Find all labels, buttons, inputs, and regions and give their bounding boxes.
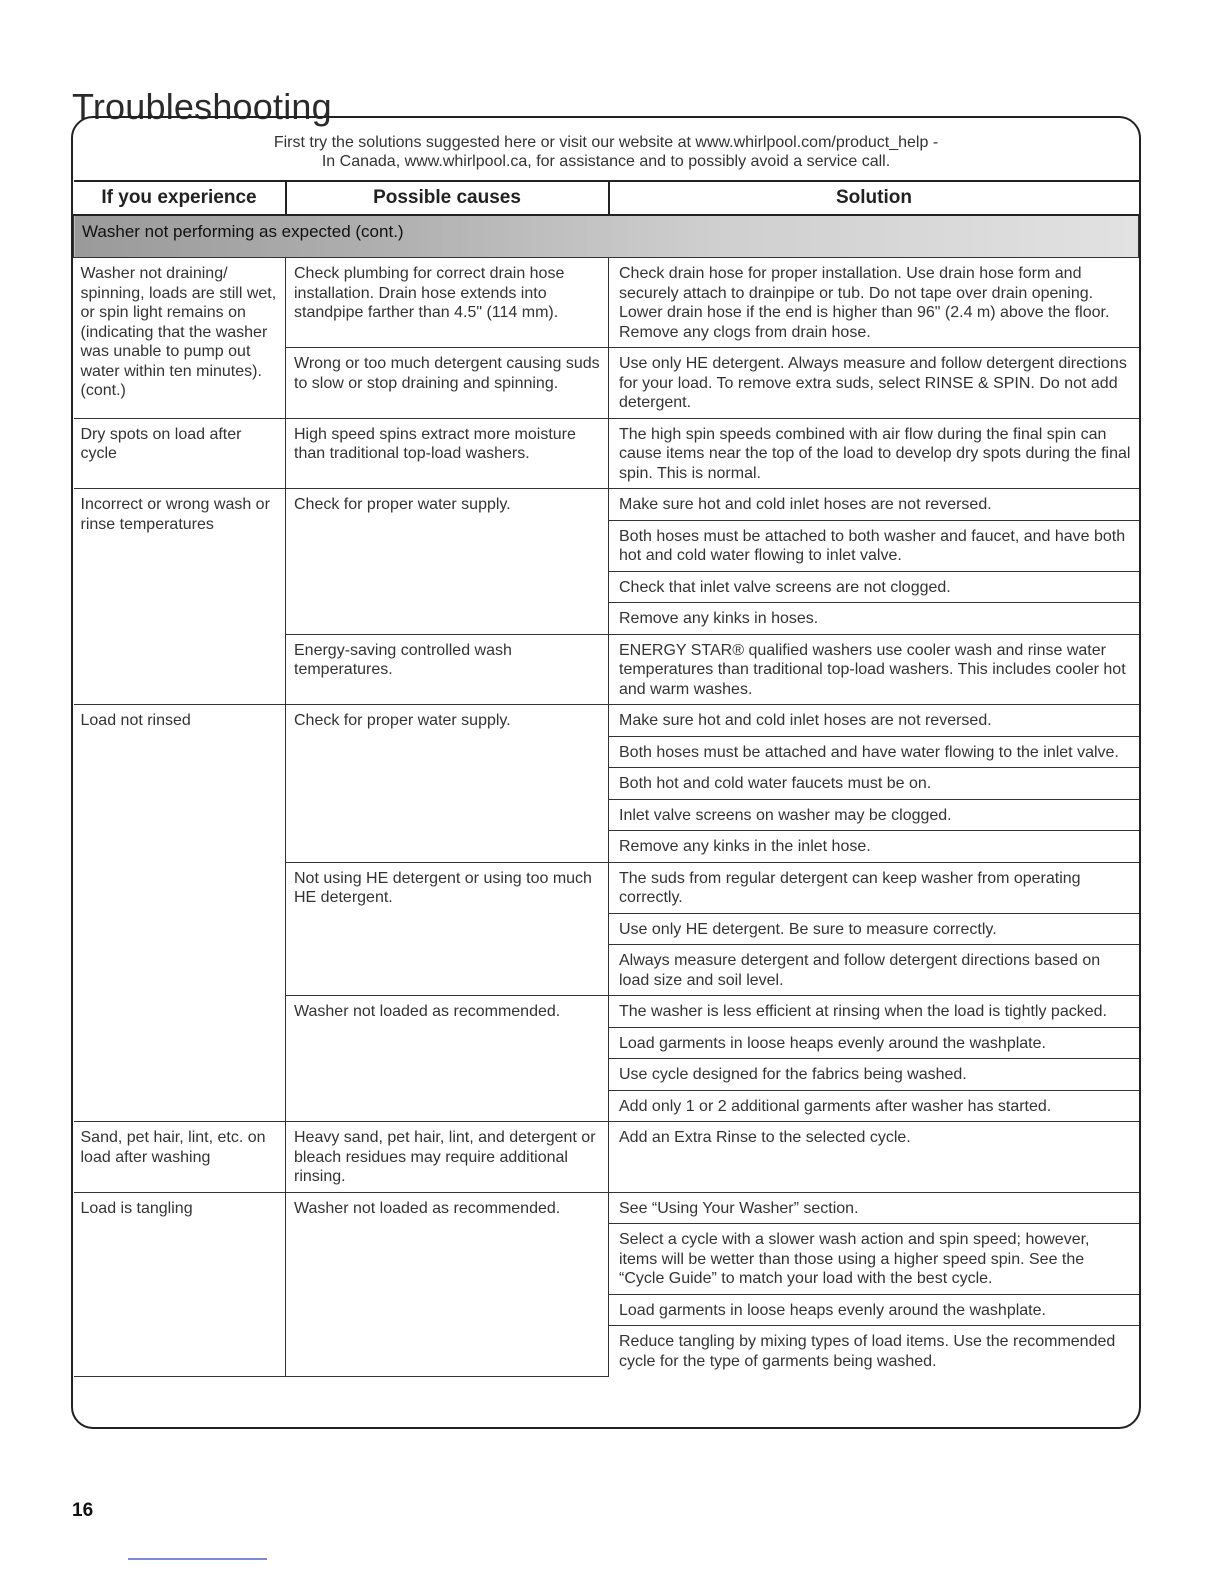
page-title: Troubleshooting [72,86,332,128]
page-number: 16 [72,1500,94,1521]
experience-cell: Load not rinsed [74,705,286,1122]
experience-cell: Incorrect or wrong wash or rinse temperatures [74,489,286,705]
solution-cell: See “Using Your Washer” section. [609,1192,1139,1224]
experience-cell: Washer not draining/ spinning, loads are still wet, or spin light remains on (indicating that the washer was unable to pump out water within ten minutes). (cont.) [74,258,286,419]
table-body [74,215,1139,1376]
intro-line-2: In Canada, www.whirlpool.ca, for assistance and to possibly avoid a service call. [321,153,891,170]
solution-cell: Remove any kinks in hoses. [609,603,1139,635]
section-row [74,215,1139,258]
experience-cell: Load is tangling [74,1192,286,1376]
solution-cell: Use only HE detergent. Be sure to measure correctly. [609,913,1139,945]
cause-cell: Heavy sand, pet hair, lint, and detergent or bleach residues may require additional rinsing. [286,1122,609,1193]
solution-cell: Always measure detergent and follow detergent directions based on load size and soil level. [609,945,1139,996]
solution-cell: Both hoses must be attached to both washer and faucet, and have both hot and cold water flowing to inlet valve. [609,520,1139,571]
cause-cell: Check for proper water supply. [286,489,609,635]
footer-rule [128,1558,267,1560]
table-row [74,418,1139,489]
solution-cell: The washer is less efficient at rinsing when the load is tightly packed. [609,996,1139,1028]
cause-cell: High speed spins extract more moisture than traditional top-load washers. [286,418,609,489]
table-row [74,1192,1139,1224]
cause-cell: Washer not loaded as recommended. [286,996,609,1122]
solution-cell: Check that inlet valve screens are not clogged. [609,571,1139,603]
solution-cell: Use cycle designed for the fabrics being washed. [609,1059,1139,1091]
troubleshooting-table [73,180,1139,1377]
cause-cell: Wrong or too much detergent causing suds to slow or stop draining and spinning. [286,348,609,419]
table-row [74,489,1139,521]
table-row [74,1122,1139,1193]
cause-cell: Energy-saving controlled wash temperatures. [286,634,609,705]
header-experience: If you experience [74,181,286,215]
solution-cell: Inlet valve screens on washer may be clogged. [609,799,1139,831]
solution-cell: Add an Extra Rinse to the selected cycle. [609,1122,1139,1193]
table-row [74,705,1139,737]
solution-cell: Remove any kinks in the inlet hose. [609,831,1139,863]
solution-cell: The high spin speeds combined with air flow during the final spin can cause items near the top of the load to develop dry spots during the final spin. This is normal. [609,418,1139,489]
cause-cell: Check for proper water supply. [286,705,609,863]
solution-cell: Both hot and cold water faucets must be on. [609,768,1139,800]
solution-cell: Both hoses must be attached and have water flowing to the inlet valve. [609,736,1139,768]
experience-cell: Dry spots on load after cycle [74,418,286,489]
solution-cell: Make sure hot and cold inlet hoses are not reversed. [609,705,1139,737]
solution-cell: Load garments in loose heaps evenly around the washplate. [609,1294,1139,1326]
solution-cell: Select a cycle with a slower wash action and spin speed; however, items will be wetter than those using a higher speed spin. See the “Cycle Guide” to match your load with the best cycle. [609,1224,1139,1295]
section-title: Washer not performing as expected (cont.) [74,215,1139,258]
solution-cell: Load garments in loose heaps evenly around the washplate. [609,1027,1139,1059]
solution-cell: Add only 1 or 2 additional garments after washer has started. [609,1090,1139,1122]
cause-cell: Washer not loaded as recommended. [286,1192,609,1376]
troubleshooting-panel [71,116,1141,1429]
header-solution: Solution [609,181,1139,215]
cause-cell: Check plumbing for correct drain hose installation. Drain hose extends into standpipe farther than 4.5" (114 mm). [286,258,609,348]
solution-cell: Make sure hot and cold inlet hoses are not reversed. [609,489,1139,521]
experience-cell: Sand, pet hair, lint, etc. on load after washing [74,1122,286,1193]
intro-line-1: First try the solutions suggested here or visit our website at www.whirlpool.com/product_help - [273,134,939,151]
table-header-row [74,181,1139,215]
solution-cell: The suds from regular detergent can keep washer from operating correctly. [609,862,1139,913]
header-causes: Possible causes [286,181,609,215]
solution-cell: Reduce tangling by mixing types of load items. Use the recommended cycle for the type of garments being washed. [609,1326,1139,1377]
cause-cell: Not using HE detergent or using too much HE detergent. [286,862,609,996]
solution-cell: Check drain hose for proper installation. Use drain hose form and securely attach to drainpipe or tub. Do not tape over drain opening. Lower drain hose if the end is higher than 96" (2.4 m) above the floor. Remove any clogs from drain hose. [609,258,1139,348]
table-row [74,258,1139,348]
solution-cell: ENERGY STAR® qualified washers use cooler wash and rinse water temperatures than traditional top-load washers. This includes cooler hot and warm washes. [609,634,1139,705]
solution-cell: Use only HE detergent. Always measure and follow detergent directions for your load. To remove extra suds, select RINSE & SPIN. Do not add detergent. [609,348,1139,419]
intro-text [73,118,1139,180]
